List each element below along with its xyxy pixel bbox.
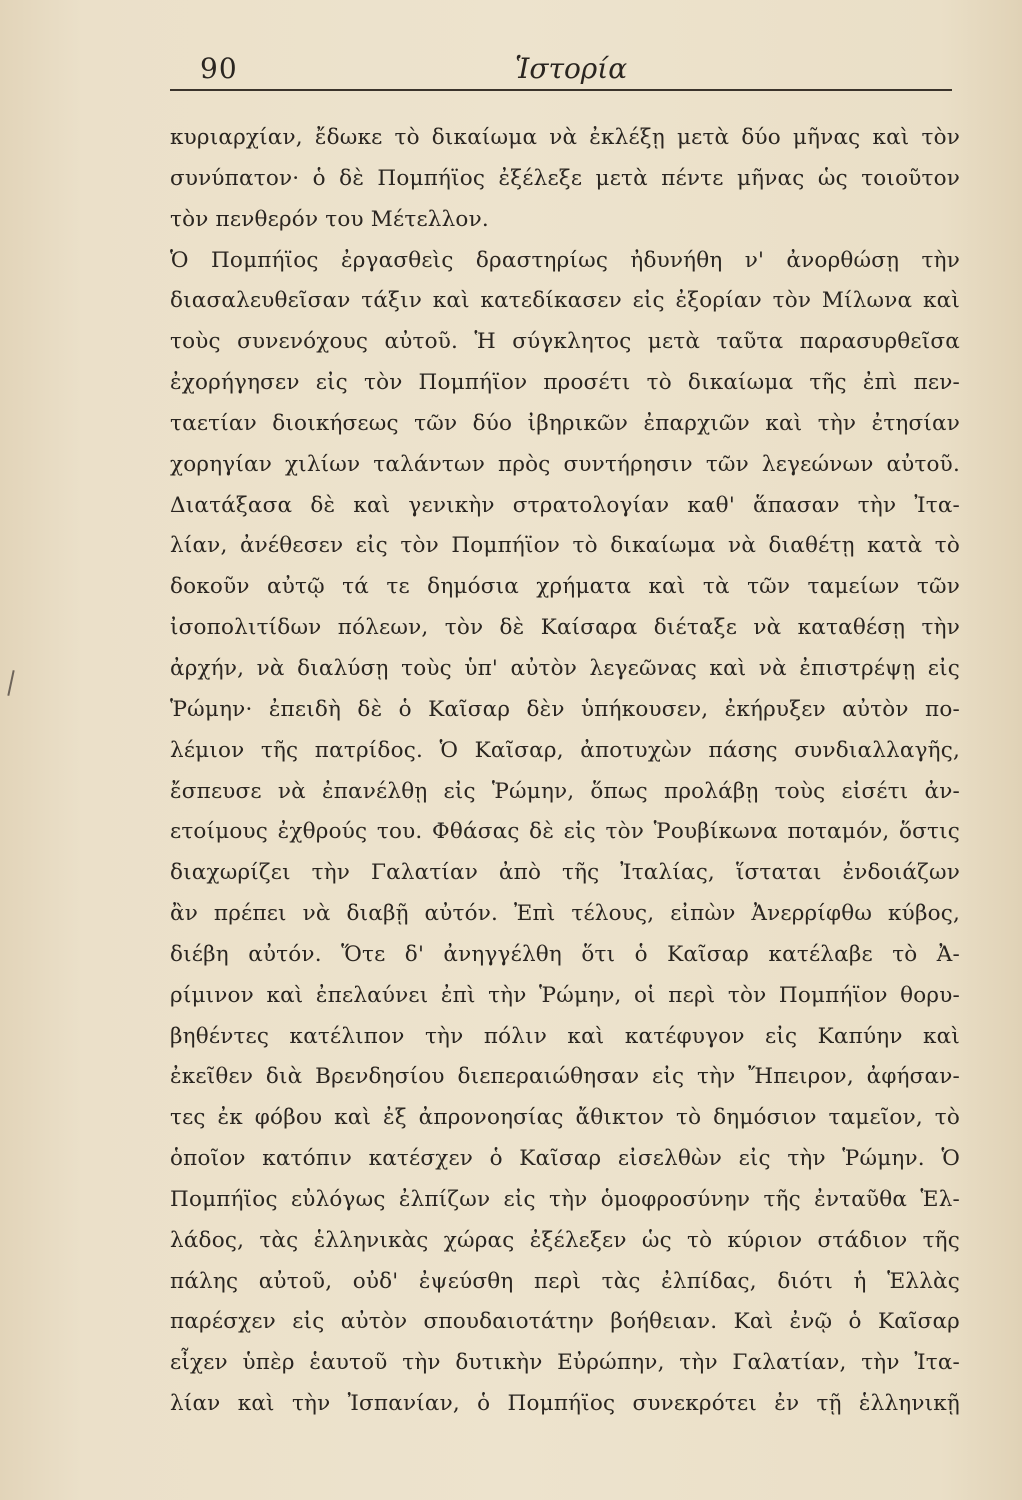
text-line: ταετίαν διοικήσεως τῶν δύο ἰβηρικῶν ἐπαρχιῶν καὶ τὴν ἐτησίαν [170, 410, 960, 436]
running-title: Ἱστορία [515, 52, 628, 85]
text-line: τες ἐκ φόβου καὶ ἐξ ἀπρονοησίας ἄθικτον τὸ δημόσιον ταμεῖον, τὸ [170, 1105, 960, 1131]
text-line: τοὺς συνενόχους αὐτοῦ. Ἡ σύγκλητος μετὰ ταῦτα παρασυρθεῖσα [170, 329, 960, 355]
body-text [170, 118, 960, 1425]
text-line: δοκοῦν αὐτῷ τά τε δημόσια χρήματα καὶ τὰ τῶν ταμείων τῶν [170, 574, 960, 600]
text-line: συνύπατον· ὁ δὲ Πομπήϊος ἐξέλεξε μετὰ πέντε μῆνας ὡς τοιοῦτον [170, 165, 960, 191]
text-line: ἂν πρέπει νὰ διαβῇ αὐτόν. Ἐπὶ τέλους, εἰπὼν Ἀνερρίφθω κύβος, [170, 901, 960, 927]
text-line: παρέσχεν εἰς αὐτὸν σπουδαιοτάτην βοήθειαν. Καὶ ἐνῷ ὁ Καῖσαρ [170, 1309, 960, 1335]
text-line: κυριαρχίαν, ἔδωκε τὸ δικαίωμα νὰ ἐκλέξῃ μετὰ δύο μῆνας καὶ τὸν [170, 125, 960, 150]
page-number: 90 [200, 52, 238, 85]
text-line: ἰσοπολιτίδων πόλεων, τὸν δὲ Καίσαρα διέταξε νὰ καταθέσῃ τὴν [170, 615, 960, 641]
text-line: ρίμινον καὶ ἐπελαύνει ἐπὶ τὴν Ῥώμην, οἱ περὶ τὸν Πομπήϊον θορυ- [170, 982, 960, 1008]
text-line: ὁποῖον κατόπιν κατέσχεν ὁ Καῖσαρ εἰσελθὼν εἰς τὴν Ῥώμην. Ὁ [170, 1146, 960, 1172]
text-line: ἐχορήγησεν εἰς τὸν Πομπήϊον προσέτι τὸ δικαίωμα τῆς ἐπὶ πεν- [170, 370, 960, 396]
header-rule [170, 89, 952, 91]
text-line: λίαν, ἀνέθεσεν εἰς τὸν Πομπήϊον τὸ δικαίωμα νὰ διαθέτῃ κατὰ τὸ [170, 533, 960, 559]
text-line: λάδος, τὰς ἑλληνικὰς χώρας ἐξέλεξεν ὡς τὸ κύριον στάδιον τῆς [170, 1227, 960, 1253]
text-line: ετοίμους ἐχθρούς του. Φθάσας δὲ εἰς τὸν Ῥουβίκωνα ποταμόν, ὅστις [170, 819, 960, 845]
page-header [170, 52, 950, 92]
text-line: εἶχεν ὑπὲρ ἑαυτοῦ τὴν δυτικὴν Εὐρώπην, τὴν Γαλατίαν, τὴν Ἰτα- [170, 1350, 960, 1376]
text-line: βηθέντες κατέλιπον τὴν πόλιν καὶ κατέφυγον εἰς Καπύην καὶ [170, 1023, 960, 1049]
text-line: λέμιον τῆς πατρίδος. Ὁ Καῖσαρ, ἀποτυχὼν πάσης συνδιαλλαγῆς, [170, 737, 960, 763]
text-line: πάλης αὐτοῦ, οὐδ' ἐψεύσθη περὶ τὰς ἐλπίδας, διότι ἡ Ἑλλὰς [170, 1268, 960, 1294]
margin-mark [7, 670, 14, 696]
text-line: τὸν πενθερόν του Μέτελλον. [170, 206, 489, 232]
text-line: ἔσπευσε νὰ ἐπανέλθῃ εἰς Ῥώμην, ὅπως προλάβῃ τοὺς εἰσέτι ἀν- [170, 778, 960, 804]
text-line: λίαν καὶ τὴν Ἰσπανίαν, ὁ Πομπήϊος συνεκρότει ἐν τῇ ἑλληνικῇ [170, 1391, 960, 1417]
text-line: χορηγίαν χιλίων ταλάντων πρὸς συντήρησιν τῶν λεγεώνων αὐτοῦ. [170, 451, 960, 477]
text-line: Πομπήϊος εὐλόγως ἐλπίζων εἰς τὴν ὁμοφροσύνην τῆς ἐνταῦθα Ἑλ- [170, 1186, 960, 1212]
text-line: ἀρχήν, νὰ διαλύσῃ τοὺς ὑπ' αὐτὸν λεγεῶνας καὶ νὰ ἐπιστρέψῃ εἰς [170, 655, 960, 681]
text-line: διαχωρίζει τὴν Γαλατίαν ἀπὸ τῆς Ἰταλίας, ἵσταται ἐνδοιάζων [170, 860, 960, 886]
text-line: Ῥώμην· ἐπειδὴ δὲ ὁ Καῖσαρ δὲν ὑπήκουσεν, ἐκήρυξεν αὐτὸν πο- [170, 696, 960, 722]
text-line: Διατάξασα δὲ καὶ γενικὴν στρατολογίαν καθ' ἅπασαν τὴν Ἰτα- [170, 492, 960, 518]
text-line: Ὁ Πομπήϊος ἐργασθεὶς δραστηρίως ἠδυνήθη ν' ἀνορθώσῃ τὴν [170, 247, 960, 273]
text-line: ἐκεῖθεν διὰ Βρενδησίου διεπεραιώθησαν εἰς τὴν Ἤπειρον, ἀφήσαν- [170, 1064, 960, 1090]
text-line: διέβη αὐτόν. Ὅτε δ' ἀνηγγέλθη ὅτι ὁ Καῖσαρ κατέλαβε τὸ Ἀ- [170, 941, 960, 967]
text-line: διασαλευθεῖσαν τάξιν καὶ κατεδίκασεν εἰς ἐξορίαν τὸν Μίλωνα καὶ [170, 288, 960, 314]
